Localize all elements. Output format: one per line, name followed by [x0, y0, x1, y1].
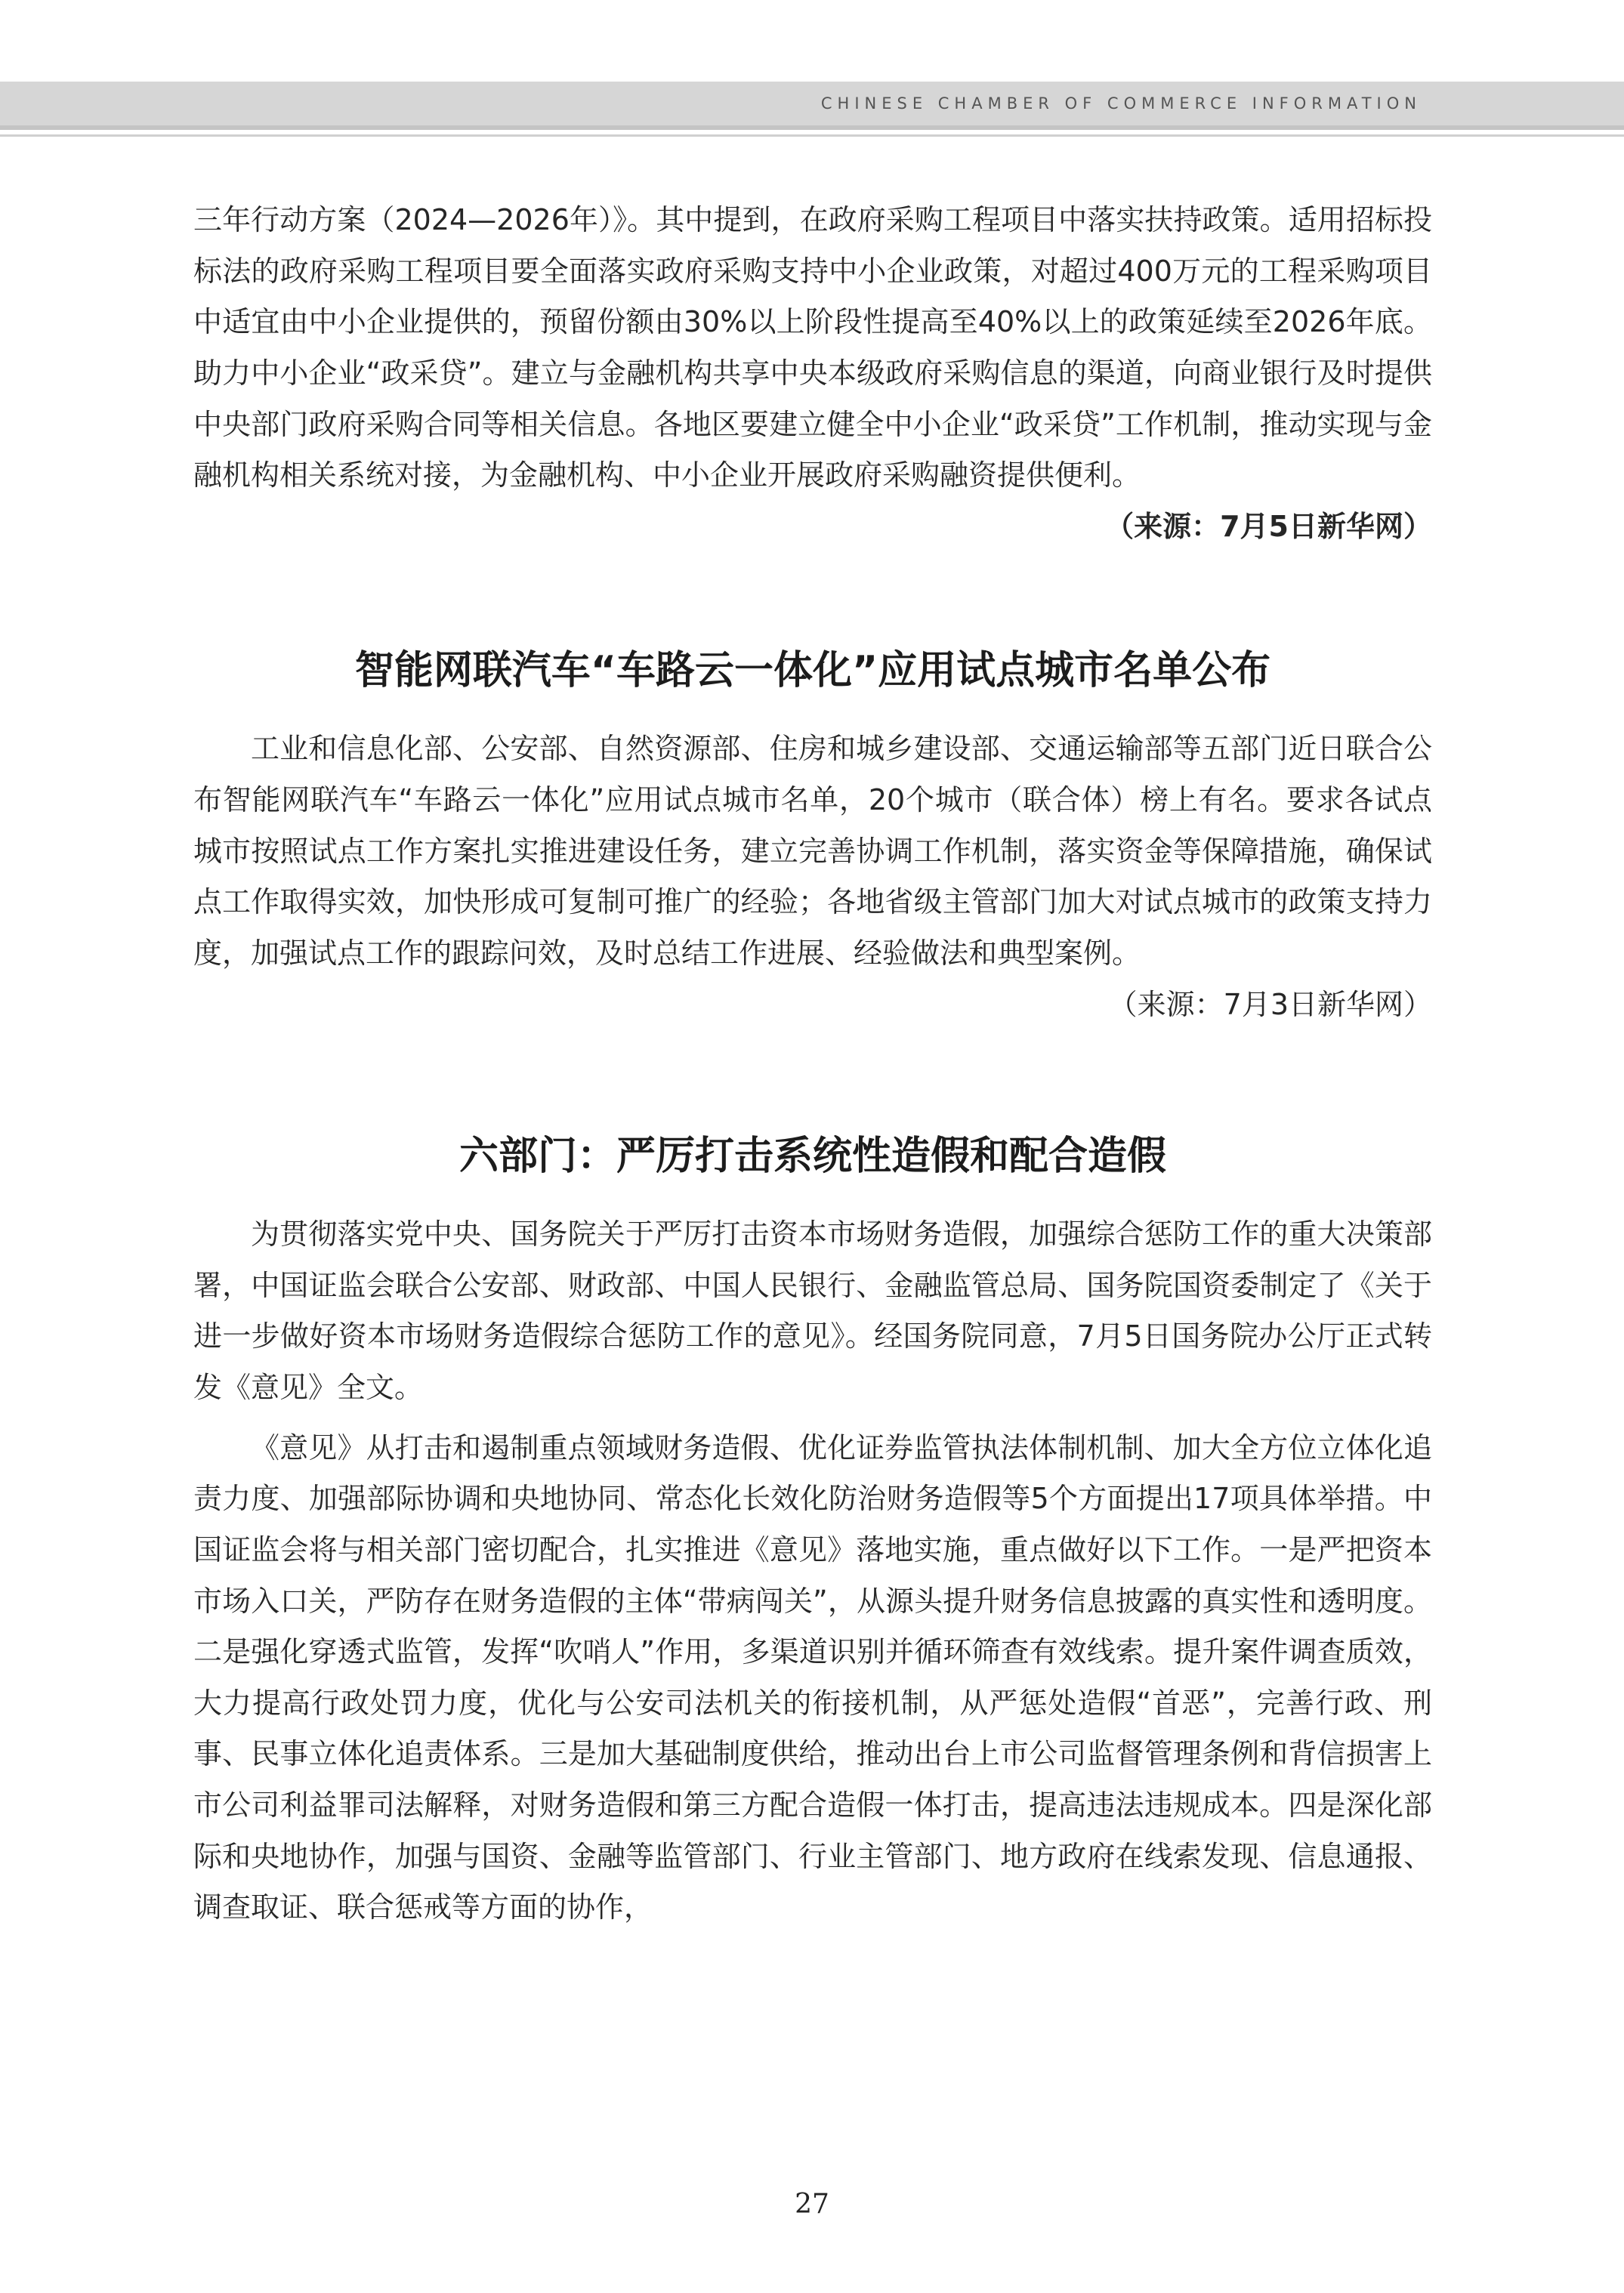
- header-rule: [0, 125, 1624, 130]
- article-financial-fraud: [193, 1124, 1432, 1933]
- page-number: 27: [795, 2189, 829, 2220]
- article-paragraph-1: 为贯彻落实党中央、国务院关于严厉打击资本市场财务造假，加强综合惩防工作的重大决策部署，中国证监会联合公安部、财政部、中国人民银行、金融监管总局、国务院国资委制定了《关于进一步做好资本市场财务造假综合惩防工作的意见》。经国务院同意，7月5日国务院办公厅正式转发《意见》全文。: [193, 1217, 1432, 1404]
- header-rule-thin: [0, 134, 1624, 137]
- article-paragraph: 工业和信息化部、公安部、自然资源部、住房和城乡建设部、交通运输部等五部门近日联合公布智能网联汽车“车路云一体化”应用试点城市名单，20个城市（联合体）榜上有名。要求各试点城市按照试点工作方案扎实推进建设任务，建立完善协调工作机制，落实资金等保障措施，确保试点工作取得实效，加快形成可复制可推广的经验；各地省级主管部门加大对试点城市的政策支持力度，加强试点工作的跟踪问效，及时总结工作进展、经验做法和典型案例。: [193, 732, 1432, 970]
- article-source: （来源：7月3日新华网）: [1108, 987, 1432, 1021]
- article-paragraph-2: 《意见》从打击和遏制重点领域财务造假、优化证券监管执法体制机制、加大全方位立体化追责力度、加强部际协调和央地协同、常态化长效化防治财务造假等5个方面提出17项具体举措。中国证监会将与相关部门密切配合，扎实推进《意见》落地实施，重点做好以下工作。一是严把资本市场入口关，严防存在财务造假的主体“带病闯关”，从源头提升财务信息披露的真实性和透明度。二是强化穿透式监管，发挥“吹哨人”作用，多渠道识别并循环筛查有效线索。提升案件调查质效，大力提高行政处罚力度，优化与公安司法机关的衔接机制，从严惩处造假“首恶”，完善行政、刑事、民事立体化追责体系。三是加大基础制度供给，推动出台上市公司监督管理条例和背信损害上市公司利益罪司法解释，对财务造假和第三方配合造假一体打击，提高违法违规成本。四是深化部际和央地协作，加强与国资、金融等监管部门、行业主管部门、地方政府在线索发现、信息通报、调查取证、联合惩戒等方面的协作，: [193, 1430, 1432, 1924]
- article-continued: [193, 195, 1432, 552]
- page-content: [193, 195, 1432, 1933]
- publication-name: CHINESE CHAMBER OF COMMERCE INFORMATION: [820, 94, 1422, 113]
- article-title: 智能网联汽车“车路云一体化”应用试点城市名单公布: [354, 648, 1271, 694]
- article-title: 六部门：严厉打击系统性造假和配合造假: [458, 1134, 1166, 1180]
- article-continued-paragraph: 三年行动方案（2024—2026年）》。其中提到，在政府采购工程项目中落实扶持政策。适用招标投标法的政府采购工程项目要全面落实政府采购支持中小企业政策，对超过400万元的工程采购项目中适宜由中小企业提供的，预留份额由30%以上阶段性提高至40%以上的政策延续至2026年底。助力中小企业“政采贷”。建立与金融机构共享中央本级政府采购信息的渠道，向商业银行及时提供中央部门政府采购合同等相关信息。各地区要建立健全中小企业“政采贷”工作机制，推动实现与金融机构相关系统对接，为金融机构、中小企业开展政府采购融资提供便利。: [193, 203, 1432, 492]
- article-continued-source: （来源：7月5日新华网）: [1105, 509, 1432, 543]
- article-vehicle-road-cloud: [193, 638, 1432, 1030]
- paragraph-gap: [193, 1414, 1432, 1423]
